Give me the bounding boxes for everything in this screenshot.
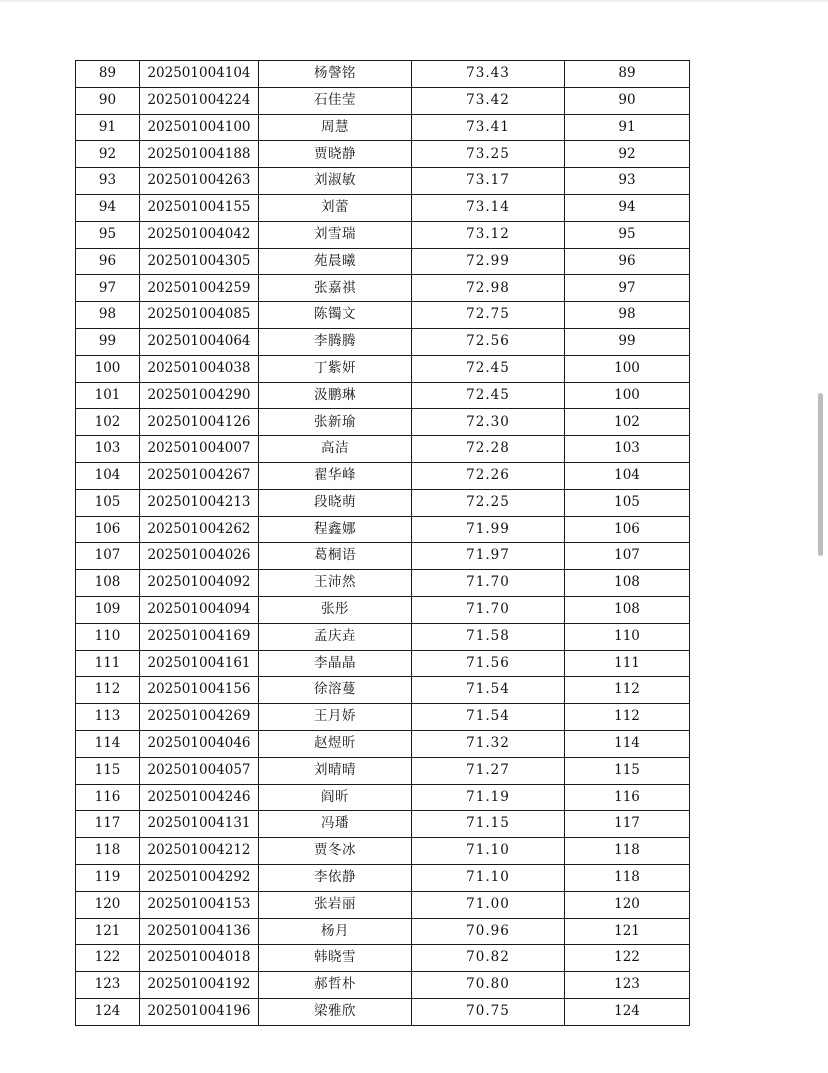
table-row <box>76 918 690 945</box>
table-row <box>76 302 690 329</box>
row-number-cell: 99 <box>76 328 140 355</box>
score-cell: 73.43 <box>412 61 565 88</box>
table-row <box>76 864 690 891</box>
table-row <box>76 141 690 168</box>
exam-id-cell: 202501004263 <box>140 168 259 195</box>
exam-id-cell: 202501004026 <box>140 543 259 570</box>
table-row <box>76 248 690 275</box>
exam-id-cell: 202501004156 <box>140 677 259 704</box>
name-cell: 赵煜昕 <box>259 730 412 757</box>
name-cell: 郝哲朴 <box>259 972 412 999</box>
exam-id-cell: 202501004094 <box>140 596 259 623</box>
table-row <box>76 998 690 1025</box>
exam-id-cell: 202501004155 <box>140 194 259 221</box>
table-row <box>76 730 690 757</box>
table-row <box>76 382 690 409</box>
exam-id-cell: 202501004212 <box>140 838 259 865</box>
name-cell: 周慧 <box>259 114 412 141</box>
name-cell: 丁紫妍 <box>259 355 412 382</box>
table-row <box>76 61 690 88</box>
score-cell: 72.25 <box>412 489 565 516</box>
score-cell: 71.99 <box>412 516 565 543</box>
rank-cell: 106 <box>565 516 690 543</box>
score-cell: 71.54 <box>412 704 565 731</box>
name-cell: 刘蕾 <box>259 194 412 221</box>
table-row <box>76 945 690 972</box>
name-cell: 陈镯文 <box>259 302 412 329</box>
rank-cell: 99 <box>565 328 690 355</box>
rank-cell: 116 <box>565 784 690 811</box>
row-number-cell: 114 <box>76 730 140 757</box>
name-cell: 石佳莹 <box>259 87 412 114</box>
rank-cell: 98 <box>565 302 690 329</box>
exam-id-cell: 202501004290 <box>140 382 259 409</box>
name-cell: 刘淑敏 <box>259 168 412 195</box>
row-number-cell: 112 <box>76 677 140 704</box>
row-number-cell: 93 <box>76 168 140 195</box>
score-table <box>75 60 690 1026</box>
table-row <box>76 650 690 677</box>
rank-cell: 112 <box>565 704 690 731</box>
name-cell: 孟庆垚 <box>259 623 412 650</box>
exam-id-cell: 202501004153 <box>140 891 259 918</box>
table-row <box>76 355 690 382</box>
table-row <box>76 623 690 650</box>
exam-id-cell: 202501004246 <box>140 784 259 811</box>
row-number-cell: 120 <box>76 891 140 918</box>
rank-cell: 110 <box>565 623 690 650</box>
score-cell: 72.26 <box>412 462 565 489</box>
score-cell: 71.32 <box>412 730 565 757</box>
score-cell: 71.19 <box>412 784 565 811</box>
table-row <box>76 811 690 838</box>
row-number-cell: 115 <box>76 757 140 784</box>
exam-id-cell: 202501004038 <box>140 355 259 382</box>
row-number-cell: 111 <box>76 650 140 677</box>
name-cell: 张彤 <box>259 596 412 623</box>
exam-id-cell: 202501004042 <box>140 221 259 248</box>
exam-id-cell: 202501004292 <box>140 864 259 891</box>
table-body <box>76 61 690 1026</box>
rank-cell: 115 <box>565 757 690 784</box>
row-number-cell: 94 <box>76 194 140 221</box>
name-cell: 李依静 <box>259 864 412 891</box>
exam-id-cell: 202501004262 <box>140 516 259 543</box>
name-cell: 段晓萌 <box>259 489 412 516</box>
exam-id-cell: 202501004169 <box>140 623 259 650</box>
name-cell: 徐溶蔓 <box>259 677 412 704</box>
rank-cell: 97 <box>565 275 690 302</box>
score-cell: 71.54 <box>412 677 565 704</box>
table-row <box>76 87 690 114</box>
score-cell: 71.58 <box>412 623 565 650</box>
name-cell: 王沛然 <box>259 570 412 597</box>
score-cell: 71.70 <box>412 596 565 623</box>
rank-cell: 104 <box>565 462 690 489</box>
exam-id-cell: 202501004259 <box>140 275 259 302</box>
table-row <box>76 838 690 865</box>
table-row <box>76 275 690 302</box>
row-number-cell: 106 <box>76 516 140 543</box>
rank-cell: 100 <box>565 355 690 382</box>
row-number-cell: 90 <box>76 87 140 114</box>
exam-id-cell: 202501004104 <box>140 61 259 88</box>
name-cell: 梁雅欣 <box>259 998 412 1025</box>
table-row <box>76 221 690 248</box>
rank-cell: 118 <box>565 838 690 865</box>
exam-id-cell: 202501004046 <box>140 730 259 757</box>
score-cell: 71.10 <box>412 864 565 891</box>
rank-cell: 123 <box>565 972 690 999</box>
name-cell: 程鑫娜 <box>259 516 412 543</box>
scrollbar-thumb[interactable] <box>818 393 823 556</box>
exam-id-cell: 202501004136 <box>140 918 259 945</box>
row-number-cell: 116 <box>76 784 140 811</box>
score-cell: 72.99 <box>412 248 565 275</box>
score-cell: 72.75 <box>412 302 565 329</box>
exam-id-cell: 202501004018 <box>140 945 259 972</box>
name-cell: 贾晓静 <box>259 141 412 168</box>
row-number-cell: 113 <box>76 704 140 731</box>
row-number-cell: 119 <box>76 864 140 891</box>
score-cell: 70.96 <box>412 918 565 945</box>
rank-cell: 120 <box>565 891 690 918</box>
row-number-cell: 95 <box>76 221 140 248</box>
score-cell: 73.17 <box>412 168 565 195</box>
exam-id-cell: 202501004064 <box>140 328 259 355</box>
score-cell: 70.82 <box>412 945 565 972</box>
rank-cell: 111 <box>565 650 690 677</box>
exam-id-cell: 202501004305 <box>140 248 259 275</box>
rank-cell: 103 <box>565 436 690 463</box>
exam-id-cell: 202501004188 <box>140 141 259 168</box>
row-number-cell: 92 <box>76 141 140 168</box>
rank-cell: 117 <box>565 811 690 838</box>
score-cell: 72.45 <box>412 382 565 409</box>
row-number-cell: 100 <box>76 355 140 382</box>
score-cell: 73.41 <box>412 114 565 141</box>
table-row <box>76 543 690 570</box>
score-cell: 71.10 <box>412 838 565 865</box>
name-cell: 冯璠 <box>259 811 412 838</box>
rank-cell: 112 <box>565 677 690 704</box>
name-cell: 杨謦铭 <box>259 61 412 88</box>
row-number-cell: 96 <box>76 248 140 275</box>
score-cell: 72.28 <box>412 436 565 463</box>
score-cell: 71.15 <box>412 811 565 838</box>
table-row <box>76 677 690 704</box>
name-cell: 张嘉祺 <box>259 275 412 302</box>
row-number-cell: 102 <box>76 409 140 436</box>
table-row <box>76 596 690 623</box>
exam-id-cell: 202501004100 <box>140 114 259 141</box>
row-number-cell: 103 <box>76 436 140 463</box>
name-cell: 张岩丽 <box>259 891 412 918</box>
table-row <box>76 972 690 999</box>
rank-cell: 124 <box>565 998 690 1025</box>
table-row <box>76 168 690 195</box>
exam-id-cell: 202501004267 <box>140 462 259 489</box>
table-row <box>76 328 690 355</box>
score-cell: 71.56 <box>412 650 565 677</box>
name-cell: 刘晴晴 <box>259 757 412 784</box>
score-cell: 72.56 <box>412 328 565 355</box>
row-number-cell: 104 <box>76 462 140 489</box>
rank-cell: 100 <box>565 382 690 409</box>
table-row <box>76 570 690 597</box>
rank-cell: 95 <box>565 221 690 248</box>
exam-id-cell: 202501004196 <box>140 998 259 1025</box>
exam-id-cell: 202501004092 <box>140 570 259 597</box>
rank-cell: 102 <box>565 409 690 436</box>
exam-id-cell: 202501004126 <box>140 409 259 436</box>
table-row <box>76 891 690 918</box>
rank-cell: 92 <box>565 141 690 168</box>
table-row <box>76 784 690 811</box>
rank-cell: 108 <box>565 596 690 623</box>
exam-id-cell: 202501004057 <box>140 757 259 784</box>
name-cell: 阎昕 <box>259 784 412 811</box>
table-row <box>76 704 690 731</box>
score-cell: 73.12 <box>412 221 565 248</box>
table-row <box>76 409 690 436</box>
rank-cell: 93 <box>565 168 690 195</box>
row-number-cell: 89 <box>76 61 140 88</box>
rank-cell: 94 <box>565 194 690 221</box>
row-number-cell: 98 <box>76 302 140 329</box>
table-row <box>76 114 690 141</box>
row-number-cell: 121 <box>76 918 140 945</box>
score-cell: 71.27 <box>412 757 565 784</box>
table-row <box>76 516 690 543</box>
name-cell: 汲鹏琳 <box>259 382 412 409</box>
rank-cell: 122 <box>565 945 690 972</box>
row-number-cell: 118 <box>76 838 140 865</box>
rank-cell: 89 <box>565 61 690 88</box>
exam-id-cell: 202501004192 <box>140 972 259 999</box>
score-cell: 73.42 <box>412 87 565 114</box>
rank-cell: 108 <box>565 570 690 597</box>
name-cell: 苑晨曦 <box>259 248 412 275</box>
row-number-cell: 117 <box>76 811 140 838</box>
name-cell: 翟华峰 <box>259 462 412 489</box>
name-cell: 刘雪瑞 <box>259 221 412 248</box>
table-row <box>76 436 690 463</box>
row-number-cell: 122 <box>76 945 140 972</box>
score-cell: 72.45 <box>412 355 565 382</box>
row-number-cell: 107 <box>76 543 140 570</box>
score-cell: 70.80 <box>412 972 565 999</box>
exam-id-cell: 202501004085 <box>140 302 259 329</box>
top-divider <box>0 0 828 2</box>
score-cell: 72.98 <box>412 275 565 302</box>
exam-id-cell: 202501004131 <box>140 811 259 838</box>
rank-cell: 114 <box>565 730 690 757</box>
score-cell: 73.25 <box>412 141 565 168</box>
row-number-cell: 97 <box>76 275 140 302</box>
score-cell: 71.00 <box>412 891 565 918</box>
row-number-cell: 124 <box>76 998 140 1025</box>
exam-id-cell: 202501004007 <box>140 436 259 463</box>
name-cell: 高洁 <box>259 436 412 463</box>
exam-id-cell: 202501004224 <box>140 87 259 114</box>
rank-cell: 121 <box>565 918 690 945</box>
row-number-cell: 91 <box>76 114 140 141</box>
name-cell: 贾冬冰 <box>259 838 412 865</box>
row-number-cell: 105 <box>76 489 140 516</box>
score-cell: 72.30 <box>412 409 565 436</box>
row-number-cell: 101 <box>76 382 140 409</box>
score-cell: 73.14 <box>412 194 565 221</box>
table-row <box>76 462 690 489</box>
score-cell: 70.75 <box>412 998 565 1025</box>
exam-id-cell: 202501004213 <box>140 489 259 516</box>
name-cell: 葛桐语 <box>259 543 412 570</box>
name-cell: 李晶晶 <box>259 650 412 677</box>
row-number-cell: 108 <box>76 570 140 597</box>
exam-id-cell: 202501004161 <box>140 650 259 677</box>
table-row <box>76 194 690 221</box>
name-cell: 杨月 <box>259 918 412 945</box>
rank-cell: 91 <box>565 114 690 141</box>
name-cell: 王月娇 <box>259 704 412 731</box>
score-cell: 71.70 <box>412 570 565 597</box>
table-row <box>76 489 690 516</box>
rank-cell: 107 <box>565 543 690 570</box>
row-number-cell: 109 <box>76 596 140 623</box>
exam-id-cell: 202501004269 <box>140 704 259 731</box>
rank-cell: 105 <box>565 489 690 516</box>
row-number-cell: 110 <box>76 623 140 650</box>
table-row <box>76 757 690 784</box>
rank-cell: 90 <box>565 87 690 114</box>
name-cell: 李腾腾 <box>259 328 412 355</box>
rank-cell: 96 <box>565 248 690 275</box>
name-cell: 韩晓雪 <box>259 945 412 972</box>
score-cell: 71.97 <box>412 543 565 570</box>
row-number-cell: 123 <box>76 972 140 999</box>
name-cell: 张新瑜 <box>259 409 412 436</box>
rank-cell: 118 <box>565 864 690 891</box>
